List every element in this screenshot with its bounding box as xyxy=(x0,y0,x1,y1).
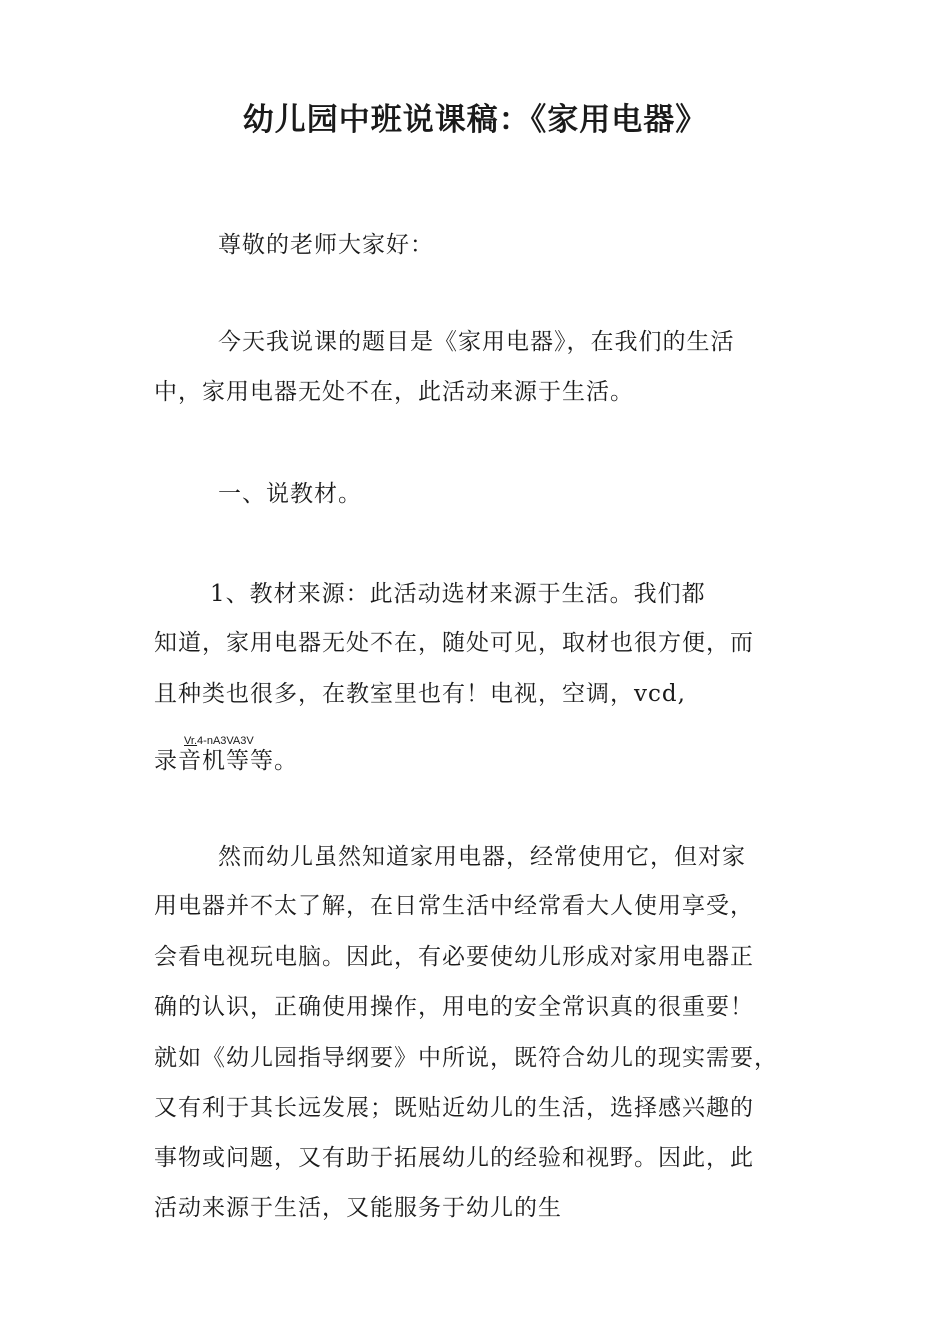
analysis-line-8: 活动来源于生活，又能服务于幼儿的生 xyxy=(154,1195,562,1221)
material-line-3: 且种类也很多，在教室里也有！电视，空调，vcd, xyxy=(154,681,686,707)
analysis-line-3: 会看电视玩电脑。因此，有必要使幼儿形成对家用电器正 xyxy=(154,944,754,970)
document-title: 幼儿园中班说课稿：《家用电器》 xyxy=(242,102,708,138)
analysis-line-4: 确的认识，正确使用操作，用电的安全常识真的很重要！ xyxy=(154,994,754,1020)
analysis-line-5: 就如《幼儿园指导纲要》中所说，既符合幼儿的现实需要， xyxy=(154,1045,778,1071)
analysis-line-6: 又有利于其长远发展；既贴近幼儿的生活，选择感兴趣的 xyxy=(154,1095,754,1121)
intro-line-1: 今天我说课的题目是《家用电器》，在我们的生活 xyxy=(218,329,735,355)
analysis-line-1: 然而幼儿虽然知道家用电器，经常使用它，但对家 xyxy=(218,844,746,870)
greeting-line: 尊敬的老师大家好： xyxy=(218,232,434,258)
material-line-1: 1、教材来源：此活动选材来源于生活。我们都 xyxy=(210,581,706,607)
analysis-line-7: 事物或问题，又有助于拓展幼儿的经验和视野。因此，此 xyxy=(154,1145,754,1171)
material-line-4: 录音机等等。 xyxy=(154,748,298,774)
section-heading: 一、说教材。 xyxy=(218,481,362,507)
intro-line-2: 中，家用电器无处不在，此活动来源于生活。 xyxy=(154,379,634,405)
analysis-line-2: 用电器并不太了解，在日常生活中经常看大人使用享受， xyxy=(154,893,754,919)
small-annotation-rest: 4-nA3VA3V xyxy=(197,735,254,747)
small-annotation-underlined: Vr. xyxy=(184,735,198,747)
material-line-2: 知道，家用电器无处不在，随处可见，取材也很方便，而 xyxy=(154,630,754,656)
